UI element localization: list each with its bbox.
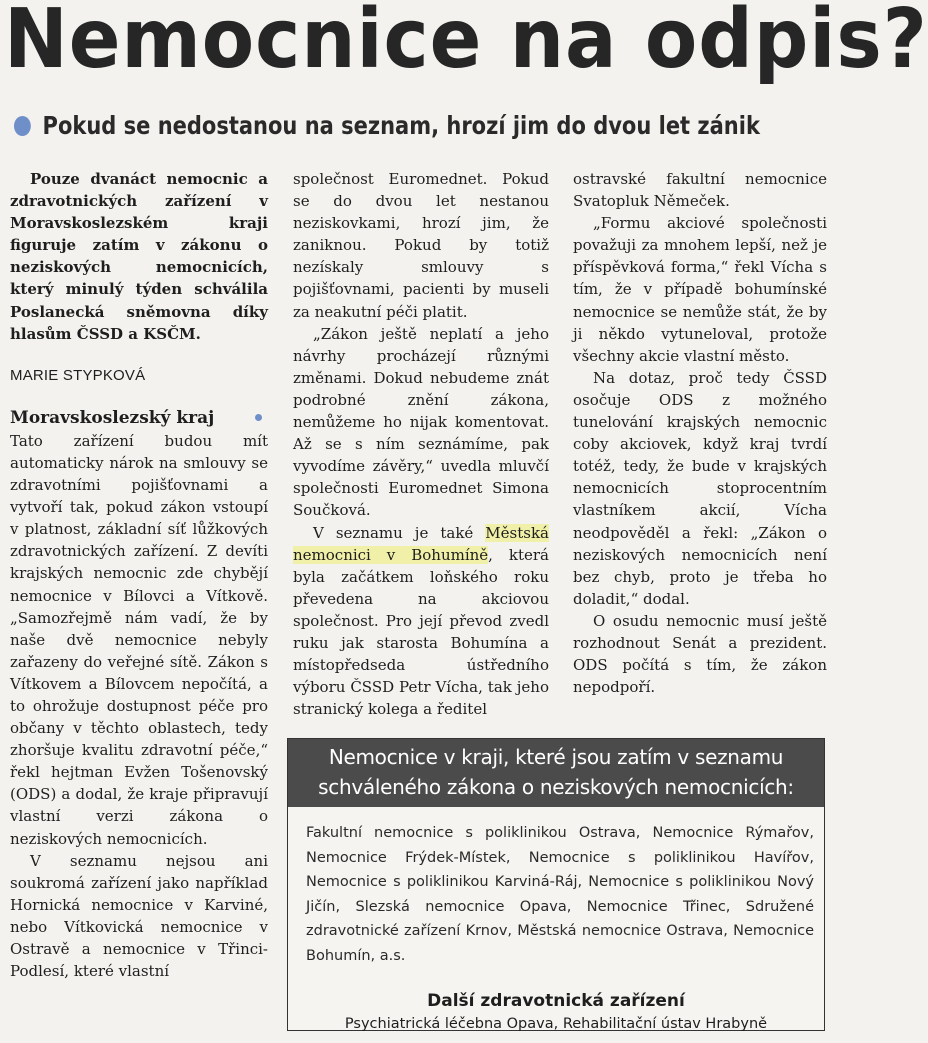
byline: MARIE STYPKOVÁ [10,366,146,384]
box-subtext: Psychiatrická léčebna Opava, Rehabilitační ústav Hrabyně [344,1015,768,1032]
article-column-2 [293,168,549,720]
headline: Nemocnice na odpis? [4,0,928,87]
text-segment: , která byla začátkem loňského roku převedena na akciovou společnost. Pro její převod zvedl ruku jak starosta Bohumína a místopředseda ústředního výboru ČSSD Petr Vícha, tak jeho stranický kolega a ředitel [293,545,549,719]
body-paragraph [293,522,549,721]
body-paragraph: společnost Euromednet. Pokud se do dvou let nestanou neziskovkami, hrozí jim, že zaniknou. Pokud by totiž nezískaly smlouvy s pojišťovnami, pacienti by museli za neakutní péči platit. [293,170,549,321]
body-paragraph: „Zákon ještě neplatí a jeho návrhy procházejí různými změnami. Dokud nebudeme znát podrobné znění zákona, nemůžeme ho nijak komentovat. Až se s ním seznámíme, pak vyvodíme závěry,“ uvedla mluvčí společnosti Euromednet Simona Součková. [293,324,549,520]
region-dot-icon [255,414,262,421]
article-column-1 [10,168,268,982]
box-hospital-list: Fakultní nemocnice s poliklinikou Ostrava, Nemocnice Rýmařov, Nemocnice Frýdek-Místek, Nemocnice s poliklinikou Havířov, Nemocnice s poliklinikou Karviná-Ráj, Nemocnice s poliklinikou Nový Jičín, Slezská nemocnice Opava, Nemocnice Třinec, Sdružené zdravotnické zařízení Krnov, Městská nemocnice Ostrava, Nemocnice Bohumín, a.s. [306,825,814,964]
highlighted-text: Městská nemocnici v Bohumíně [293,523,549,564]
body-paragraph: Tato zařízení budou mít automaticky nárok na smlouvy se zdravotními pojišťovnami a vytvoří tak, pokud zákon vstoupí v platnost, základní síť lůžkových zdravotnických zařízení. Z devíti krajských nemocnic zde chybějí nemocnice v Bílovci a Vítkově. „Samozřejmě nám vadí, že by naše dvě nemocnice nebyly zařazeny do veřejné sítě. Zákon s Vítkovem a Bílovcem nepočítá, a to ohrožuje dostupnost péče pro občany v těchto oblastech, tedy zhoršuje kvalitu zdravotní péče,“ řekl hejtman Evžen Tošenovský (ODS) a dodal, že kraje připravují vlastní verzi zákona o neziskových nemocnicích. [10,431,268,848]
body-paragraph: V seznamu nejsou ani soukromá zařízení jako například Hornická nemocnice v Karviné, nebo Vítkovická nemocnice v Ostravě a nemocnice v Třinci-Podlesí, které vlastní [10,851,268,981]
text-segment: V seznamu je také [313,523,486,542]
body-paragraph: Na dotaz, proč tedy ČSSD osočuje ODS z možného tunelování krajských nemocnic coby akciovek, když kraj tvrdí totéž, tedy, že bude v krajských nemocnicích stoprocentním vlastníkem akcií, Vícha neodpověděl a řekl: „Zákon o neziskových nemocnicích není bez chyb, proto je třeba ho doladit,“ dodal. [573,368,827,608]
lead-paragraph: Pouze dvanáct nemocnic a zdravotnických zařízení v Moravskoslezském kraji figuruje zatím v zákonu o neziskových nemocnicích, který minulý týden schválila Poslanecká sněmovna díky hlasům ČSSD a KSČM. [10,170,268,343]
box-title: Nemocnice v kraji, které jsou zatím v seznamu schváleného zákona o neziskových nemocnicích: [288,739,824,807]
body-paragraph: ostravské fakultní nemocnice Svatopluk Němeček. [573,170,827,211]
box-subtitle: Další zdravotnická zařízení [427,990,685,1011]
article-column-3 [573,168,827,698]
region-text: Moravskoslezský kraj [10,407,215,428]
subheadline [14,106,760,146]
region-label [10,406,268,430]
body-paragraph: O osudu nemocnic musí ještě rozhodnout Senát a prezident. ODS počítá s tím, že zákon nepodpoří. [573,611,827,697]
hospital-list-box [287,738,825,1031]
body-paragraph: „Formu akciové společnosti považuji za mnohem lepší, než je příspěvková forma,“ řekl Vícha s tím, že v případě bohumínské nemocnice se nemůže stát, že by ji někdo vytuneloval, protože všechny akcie vlastní město. [573,214,827,365]
subheadline-text: Pokud se nedostanou na seznam, hrozí jim do dvou let zánik [42,111,760,140]
bullet-icon [14,116,31,136]
